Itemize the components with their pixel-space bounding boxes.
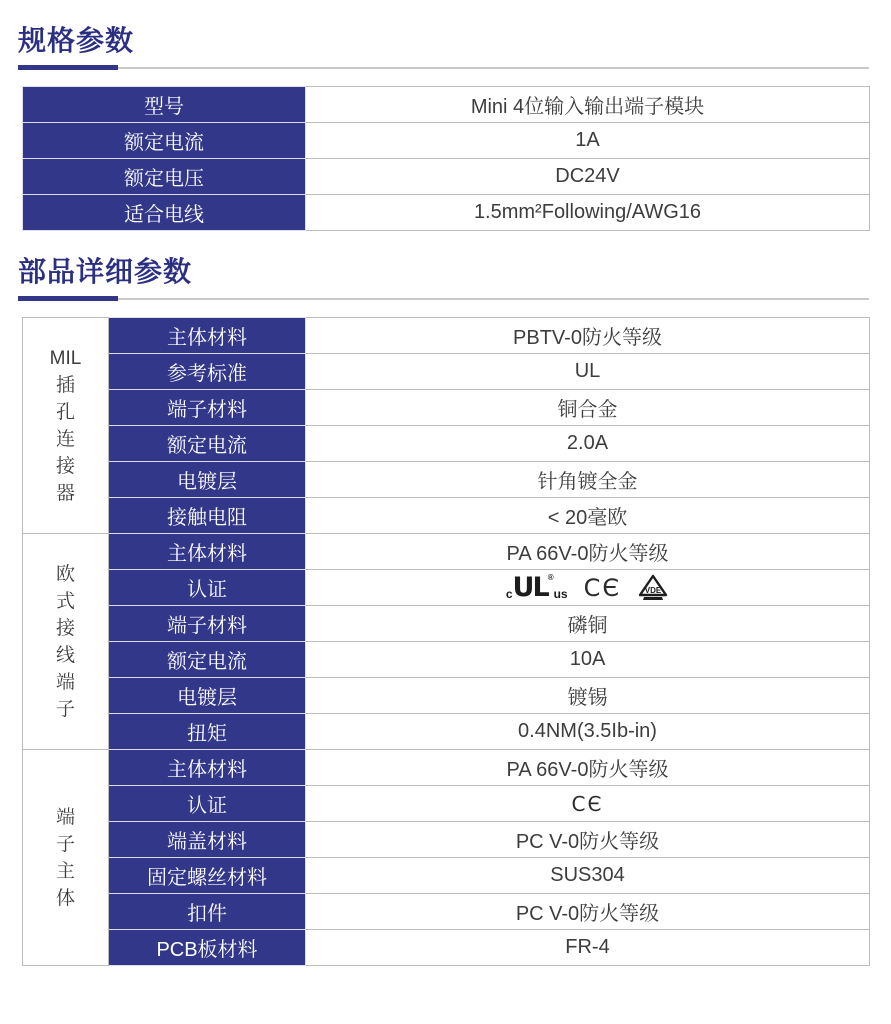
spec-value: 2.0A	[306, 426, 870, 462]
table-row	[23, 123, 870, 159]
spec-value: PA 66V-0防火等级	[306, 750, 870, 786]
ce-certification-icon: CЄ	[571, 791, 604, 816]
spec-label: 认证	[109, 570, 306, 606]
title-underline	[18, 296, 869, 301]
spec-value: 10A	[306, 642, 870, 678]
table-row	[23, 195, 870, 231]
group-label-mil-connector: MIL 插 孔 连 接 器	[23, 318, 109, 534]
spec-value: SUS304	[306, 858, 870, 894]
title-underline-accent	[18, 296, 118, 301]
table-row	[23, 462, 870, 498]
spec-label: 接触电阻	[109, 498, 306, 534]
spec-label: 认证	[109, 786, 306, 822]
spec-label: 扣件	[109, 894, 306, 930]
spec-label: 端盖材料	[109, 822, 306, 858]
table-row	[23, 534, 870, 570]
spec-label: 额定电流	[109, 426, 306, 462]
spec-label: PCB板材料	[109, 930, 306, 966]
spec-value: 镀锡	[306, 678, 870, 714]
certification-marks	[306, 570, 870, 606]
table-row	[23, 390, 870, 426]
spec-label: 电镀层	[109, 462, 306, 498]
certification-marks	[306, 786, 870, 822]
group-label-terminal-body: 端 子 主 体	[23, 750, 109, 966]
table-row	[23, 642, 870, 678]
table-row	[23, 750, 870, 786]
group-label-euro-terminal: 欧 式 接 线 端 子	[23, 534, 109, 750]
table-row	[23, 87, 870, 123]
svg-text:VDE: VDE	[644, 586, 662, 595]
table-row	[23, 786, 870, 822]
title-underline	[18, 65, 869, 70]
cul-us-certification-icon: c UL ® us	[505, 572, 568, 603]
spec-label: 扭矩	[109, 714, 306, 750]
table-row	[23, 606, 870, 642]
spec-label: 型号	[23, 87, 306, 123]
table-row	[23, 426, 870, 462]
spec-label: 电镀层	[109, 678, 306, 714]
spec-table	[22, 86, 870, 231]
spec-value: 1A	[306, 123, 870, 159]
table-row	[23, 894, 870, 930]
ce-certification-icon: CЄ	[583, 573, 622, 602]
spec-label: 主体材料	[109, 534, 306, 570]
table-row	[23, 678, 870, 714]
spec-label: 额定电流	[23, 123, 306, 159]
table-row	[23, 159, 870, 195]
spec-value: 针角镀全金	[306, 462, 870, 498]
spec-label: 额定电流	[109, 642, 306, 678]
spec-value: 铜合金	[306, 390, 870, 426]
spec-value: PC V-0防火等级	[306, 894, 870, 930]
table-row	[23, 318, 870, 354]
vde-certification-icon	[637, 574, 669, 601]
spec-label: 端子材料	[109, 390, 306, 426]
spec-value: 0.4NM(3.5Ib-in)	[306, 714, 870, 750]
spec-value: FR-4	[306, 930, 870, 966]
table-row	[23, 498, 870, 534]
spec-value: 1.5mm²Following/AWG16	[306, 195, 870, 231]
section-title: 部品详细参数	[18, 256, 193, 287]
spec-value: UL	[306, 354, 870, 390]
spec-value: DC24V	[306, 159, 870, 195]
spec-value: PBTV-0防火等级	[306, 318, 870, 354]
spec-section	[0, 26, 891, 231]
table-row	[23, 930, 870, 966]
title-underline-line	[118, 67, 869, 69]
table-row	[23, 858, 870, 894]
table-row	[23, 570, 870, 606]
spec-value: < 20毫欧	[306, 498, 870, 534]
table-row	[23, 822, 870, 858]
detail-table	[22, 317, 870, 966]
spec-value: Mini 4位输入输出端子模块	[306, 87, 870, 123]
spec-label: 主体材料	[109, 750, 306, 786]
title-underline-accent	[18, 65, 118, 70]
spec-label: 适合电线	[23, 195, 306, 231]
spec-value: 磷铜	[306, 606, 870, 642]
spec-value: PC V-0防火等级	[306, 822, 870, 858]
spec-label: 固定螺丝材料	[109, 858, 306, 894]
table-row	[23, 714, 870, 750]
spec-label: 额定电压	[23, 159, 306, 195]
detail-section	[0, 257, 891, 966]
spec-label: 参考标准	[109, 354, 306, 390]
spec-label: 端子材料	[109, 606, 306, 642]
spec-value: PA 66V-0防火等级	[306, 534, 870, 570]
section-title: 规格参数	[18, 25, 135, 56]
title-underline-line	[118, 298, 869, 300]
spec-label: 主体材料	[109, 318, 306, 354]
table-row	[23, 354, 870, 390]
